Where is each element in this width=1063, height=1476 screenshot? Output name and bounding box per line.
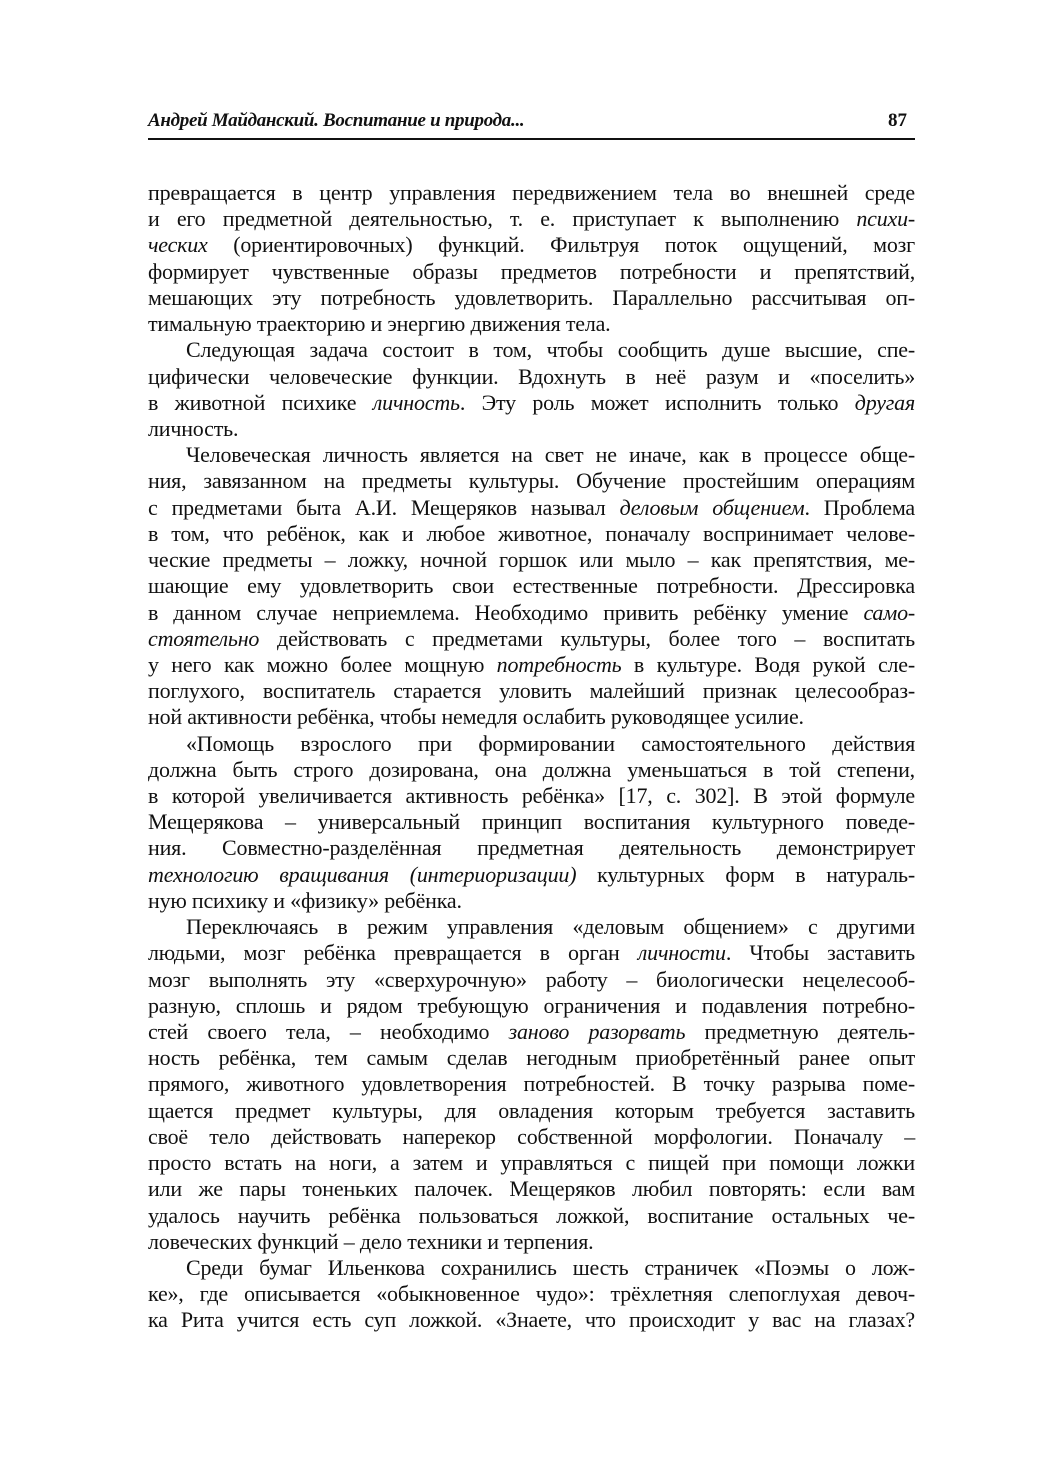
text-line bbox=[148, 364, 915, 390]
text-segment: в данном случае неприемлема. Необходимо привить ребёнку умение bbox=[148, 599, 864, 625]
italic-text: личности bbox=[637, 940, 726, 966]
italic-text: заново разорвать bbox=[508, 1019, 686, 1044]
text-line bbox=[148, 337, 915, 363]
paragraph bbox=[148, 442, 915, 730]
text-segment: мозг выполнять эту «сверхурочную» работу – биологически нецелесооб- bbox=[148, 966, 915, 992]
paragraph bbox=[148, 180, 915, 337]
text-line bbox=[148, 1255, 915, 1281]
text-segment: прямого, животного удовлетворения потребностей. В точку разрыва поме- bbox=[148, 1071, 915, 1097]
text-line bbox=[148, 285, 915, 311]
text-segment: ловеческих функций – дело техники и терпения. bbox=[148, 1228, 594, 1254]
italic-text: само- bbox=[863, 599, 915, 625]
text-segment: в культуре. Водя рукой сле- bbox=[621, 651, 916, 677]
text-segment: Человеческая личность является на свет не иначе, как в процессе обще- bbox=[186, 442, 915, 468]
text-segment: превращается в центр управления передвижением тела во внешней среде bbox=[148, 180, 915, 205]
text-segment: и его предметной деятельностью, т. е. приступает к выполнению bbox=[148, 206, 857, 232]
text-line bbox=[148, 1045, 915, 1071]
text-line bbox=[148, 940, 915, 966]
text-line bbox=[148, 914, 915, 940]
text-segment: мешающих эту потребность удовлетворить. Параллельно рассчитывая оп- bbox=[148, 284, 915, 310]
text-segment: ческие предметы – ложку, ночной горшок или мыло – как препятствия, ме- bbox=[148, 547, 915, 573]
italic-text: другая bbox=[854, 389, 915, 415]
text-segment: (ориентировочных) функций. Фильтруя поток ощущений, мозг bbox=[207, 232, 915, 258]
text-segment: предметную деятель- bbox=[685, 1019, 915, 1044]
text-line bbox=[148, 1019, 915, 1045]
text-segment: в которой увеличивается активность ребёнка» [17, с. 302]. В этой формуле bbox=[148, 783, 915, 809]
running-header bbox=[148, 110, 915, 138]
text-line bbox=[148, 1098, 915, 1124]
italic-text: психи- bbox=[856, 206, 915, 232]
text-segment: Среди бумаг Ильенкова сохранились шесть страничек «Поэмы о лож- bbox=[186, 1254, 915, 1280]
text-segment: должна быть строго дозирована, она должна уменьшаться в той степени, bbox=[148, 756, 915, 782]
text-segment: поглухого, воспитатель старается уловить малейший признак целесообраз- bbox=[148, 678, 915, 704]
text-segment: ния. Совместно-разделённая предметная деятельность демонстрирует bbox=[148, 835, 915, 861]
text-segment: . Проблема bbox=[804, 494, 915, 520]
text-segment: с предметами быта А.И. Мещеряков называл bbox=[148, 494, 620, 520]
text-segment: личность. bbox=[148, 415, 239, 441]
header-rule bbox=[148, 138, 915, 140]
text-line bbox=[148, 967, 915, 993]
text-segment: или же пары тоненьких палочек. Мещеряков любил повторять: если вам bbox=[148, 1176, 915, 1202]
text-line bbox=[148, 521, 915, 547]
text-line bbox=[148, 888, 915, 914]
text-segment: тимальную траекторию и энергию движения тела. bbox=[148, 311, 611, 337]
text-line bbox=[148, 547, 915, 573]
text-segment: шающие ему удовлетворить свои естественные потребности. Дрессировка bbox=[148, 573, 915, 599]
text-line bbox=[148, 495, 915, 521]
text-segment: ка Рита учится есть суп ложкой. «Знаете, что происходит у вас на глазах? bbox=[148, 1307, 915, 1333]
italic-text: личность bbox=[372, 389, 460, 415]
paragraph bbox=[148, 731, 915, 915]
text-line bbox=[148, 416, 915, 442]
running-title: Андрей Майданский. Воспитание и природа... bbox=[148, 110, 525, 131]
text-segment: формирует чувственные образы предметов потребности и препятствий, bbox=[148, 258, 915, 284]
text-line bbox=[148, 993, 915, 1019]
text-segment: . Эту роль может исполнить только bbox=[459, 389, 855, 415]
text-line bbox=[148, 468, 915, 494]
text-line bbox=[148, 311, 915, 337]
text-line bbox=[148, 626, 915, 652]
text-line bbox=[148, 1307, 915, 1333]
text-line bbox=[148, 731, 915, 757]
text-segment: у него как можно более мощную bbox=[148, 651, 497, 677]
italic-text: стоятельно bbox=[148, 625, 260, 651]
text-segment: удалось научить ребёнка пользоваться ложкой, воспитание остальных че- bbox=[148, 1202, 915, 1228]
page-number: 87 bbox=[888, 110, 907, 131]
paragraph bbox=[148, 1255, 915, 1334]
italic-text: ческих bbox=[148, 232, 208, 258]
text-segment: ную психику и «физику» ребёнка. bbox=[148, 887, 462, 913]
text-segment: культурных форм в натураль- bbox=[576, 861, 915, 887]
text-line bbox=[148, 1229, 915, 1255]
text-segment: в животной психике bbox=[148, 389, 373, 415]
text-line bbox=[148, 390, 915, 416]
paragraph bbox=[148, 914, 915, 1255]
text-line bbox=[148, 1071, 915, 1097]
italic-text: потребность bbox=[496, 651, 622, 677]
text-segment: действовать с предметами культуры, более того – воспитать bbox=[259, 625, 915, 651]
text-line bbox=[148, 206, 915, 232]
text-segment: . Чтобы заставить bbox=[725, 940, 915, 966]
text-segment: ность ребёнка, тем самым сделав негодным приобретённый ранее опыт bbox=[148, 1045, 915, 1071]
italic-text: технологию вращивания (интериоризации) bbox=[148, 861, 577, 887]
text-segment: ке», где описывается «обыкновенное чудо»: трёхлетняя слепоглухая девоч- bbox=[148, 1281, 915, 1307]
text-line bbox=[148, 835, 915, 861]
text-segment: цифически человеческие функции. Вдохнуть в неё разум и «поселить» bbox=[148, 363, 915, 389]
text-segment: разную, сплошь и рядом требующую ограничения и подавления потребно- bbox=[148, 992, 915, 1018]
text-line bbox=[148, 678, 915, 704]
text-line bbox=[148, 1176, 915, 1202]
text-segment: Следующая задача состоит в том, чтобы сообщить душе высшие, спе- bbox=[186, 337, 915, 363]
text-segment: просто встать на ноги, а затем и управляться с пищей при помощи ложки bbox=[148, 1150, 915, 1176]
text-line bbox=[148, 783, 915, 809]
text-line bbox=[148, 600, 915, 626]
text-segment: людьми, мозг ребёнка превращается в орган bbox=[148, 940, 638, 966]
text-segment: стей своего тела, – необходимо bbox=[148, 1019, 509, 1044]
text-segment: ной активности ребёнка, чтобы немедля ослабить руководящее усилие. bbox=[148, 704, 804, 730]
text-line bbox=[148, 1281, 915, 1307]
text-segment: Переключаясь в режим управления «деловым общением» с другими bbox=[186, 914, 915, 940]
text-line bbox=[148, 652, 915, 678]
text-line bbox=[148, 442, 915, 468]
text-segment: ния, завязанном на предметы культуры. Обучение простейшим операциям bbox=[148, 468, 915, 494]
text-segment: Мещерякова – универсальный принцип воспитания культурного поведе- bbox=[148, 809, 915, 835]
body-text bbox=[148, 180, 915, 1334]
text-line bbox=[148, 1203, 915, 1229]
text-line bbox=[148, 1150, 915, 1176]
italic-text: деловым общением bbox=[619, 494, 805, 520]
text-segment: щается предмет культуры, для овладения которым требуется заставить bbox=[148, 1097, 915, 1123]
text-segment: своё тело действовать наперекор собственной морфологии. Поначалу – bbox=[148, 1123, 915, 1149]
text-line bbox=[148, 259, 915, 285]
text-line bbox=[148, 704, 915, 730]
text-line bbox=[148, 573, 915, 599]
text-line bbox=[148, 809, 915, 835]
text-segment: в том, что ребёнок, как и любое животное, поначалу воспринимает челове- bbox=[148, 520, 915, 546]
paragraph bbox=[148, 337, 915, 442]
text-line bbox=[148, 1124, 915, 1150]
text-line bbox=[148, 180, 915, 206]
text-line bbox=[148, 862, 915, 888]
text-line bbox=[148, 757, 915, 783]
text-segment: «Помощь взрослого при формировании самостоятельного действия bbox=[186, 730, 915, 756]
text-line bbox=[148, 232, 915, 258]
